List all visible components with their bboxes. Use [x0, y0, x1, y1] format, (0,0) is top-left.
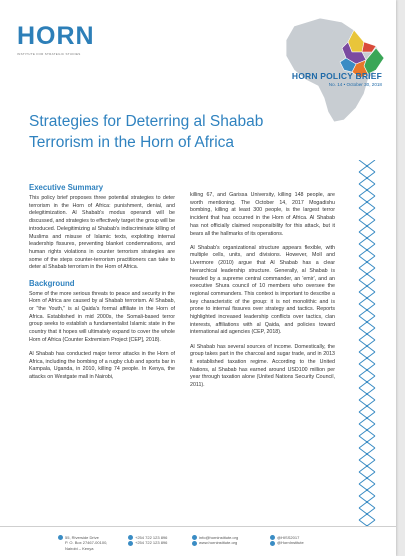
section-heading-background: Background — [29, 278, 75, 288]
paragraph: Some of the more serious threats to peace and security in the Horn of Africa are caused by al Shabab terrorism. Al Shabab, or "the Youth," is al Qaida's formal affiliate in the Horn of Africa. Established in mid 2000s, the Somali-based terror group seeks to establish a fundamentalist Islamic state in the country that it hopes will ultimately expand to cover the whole Horn of Africa (Counter Extremism Project [CEP], 2018). — [29, 290, 175, 343]
phone-icon — [128, 535, 133, 540]
paragraph: Al Shabab's organizational structure appears flexible, with multiple cells, units, and divisions. However, Moll and Livermore (2010) argue that Al Shabab has a clear hierarchical leadership structure. Generally, al Shabab is headed by a supreme central commander, an 'emir', and an executive Shura council of 10 members who oversee the regional commanders. This context is important to describe a key characteristic of the group: it is not monolithic and is prone to internal fissures over strategy and tactics. Reports highlighted increased leadership conflicts over tactics, clan interests, affiliations with al Qaida, and policies toward international aid agencies (CEP, 2018). — [190, 244, 335, 336]
left-column — [29, 183, 175, 388]
phone-number[interactable]: +254 722 123 896 — [135, 535, 168, 540]
address-line: 55, Riverside Drive — [65, 535, 99, 540]
facebook-icon — [270, 541, 275, 546]
footer — [0, 526, 396, 556]
paragraph: Al Shabab has conducted major terror attacks in the Horn of Africa, including the bombing of a rugby club and sports bar in Kampala, Uganda, in 2010, killing 74 people. In Kenya, the attacks on Westgate mall in Nairobi, — [29, 350, 175, 381]
phone-number[interactable]: +254 722 123 896 — [135, 540, 168, 546]
right-column — [190, 192, 335, 396]
paragraph: This policy brief proposes three potential strategies to deter terrorism in the Horn of Africa: punishment, denial, and delegitimization. Al Shabab's modus operandi will be discussed, and strategies to effectively target the group will be introduced. Delegitimizing al Shabab's indiscriminate killing of Muslims and misuse of Islamic texts, exploiting internal leadership fissures, preventing blanket condemnations, and human rights violations in counter terrorism strategies are some of the steps counter-terrorism practitioners can take to deter al Shabab terrorism in the Horn of Africa. — [29, 195, 175, 271]
section-heading-executive-summary: Executive Summary — [29, 183, 104, 192]
phone-icon — [128, 541, 133, 546]
brief-series-title: HORN POLICY BRIEF — [291, 71, 382, 81]
horn-logo — [17, 24, 99, 56]
website-link[interactable]: www.horninstitute.org — [199, 540, 238, 546]
facebook-handle[interactable]: @HornInstitute — [277, 540, 304, 546]
paragraph: killing 67, and Garissa University, killing 148 people, are worth mentioning. The October 14, 2017 Mogadishu bombing, killing at least 300 people, is the largest terror incident that has occurred in the Horn of Africa. Al Shabab has not officially claimed responsibility for this attack, but it bears all the hallmarks of its operations. — [190, 192, 335, 237]
address-line: P. O. Box 27467-00100, — [65, 540, 108, 546]
email-link[interactable]: info@horninstitute.org — [199, 535, 239, 540]
footer-phones — [128, 535, 167, 546]
address-line: Nairobi – Kenya — [65, 545, 94, 551]
footer-social — [270, 535, 304, 546]
twitter-handle[interactable]: @HISS2017 — [277, 535, 300, 540]
logo-subtitle: INSTITUTE FOR STRATEGIC STUDIES — [17, 52, 81, 56]
globe-icon — [192, 541, 197, 546]
logo-text: HORN — [17, 22, 95, 50]
footer-contact — [192, 535, 238, 546]
location-pin-icon — [58, 535, 63, 540]
paragraph: Al Shabab has several sources of income. Domestically, the group takes part in the charcoal and sugar trade, and in 2013 it established taxation regime. According to the United Nations, al Shabab has earned around USD100 million per year through taxation alone (United Nations Security Council, 2011). — [190, 343, 335, 389]
twitter-icon — [270, 535, 275, 540]
decorative-border-icon — [357, 160, 377, 530]
brief-number-date: No. 14 • October 30, 2018 — [328, 82, 382, 87]
horn-of-africa-map-icon — [272, 8, 392, 128]
document-title: Strategies for Deterring al Shabab Terrorism in the Horn of Africa — [29, 113, 264, 151]
footer-address — [58, 535, 107, 551]
email-icon — [192, 535, 197, 540]
